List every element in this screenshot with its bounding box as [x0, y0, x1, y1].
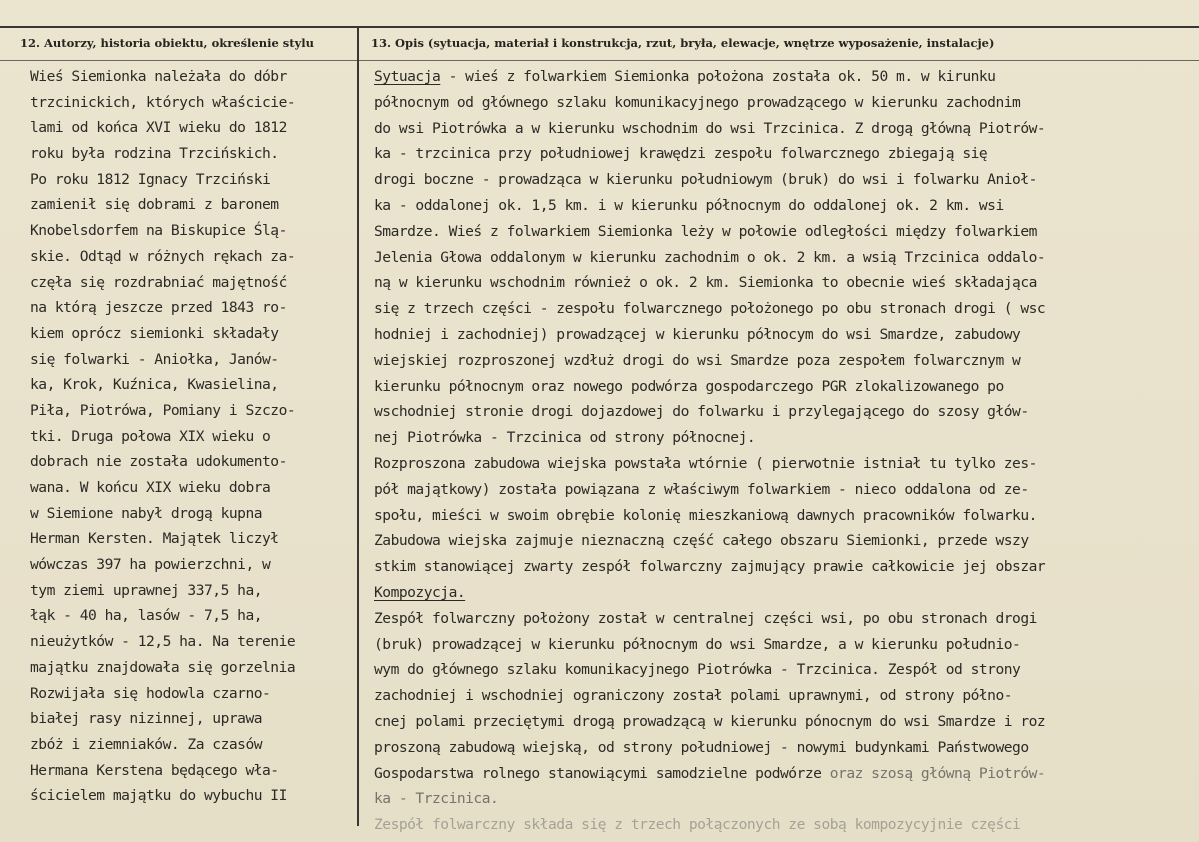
sytuacja-text: - wieś z folwarkiem Siemionka położona została ok. 50 m. w kirunku	[440, 68, 996, 85]
text-line: (bruk) prowadzącej w kierunku północnym do wsi Smardze, a w kierunku południo-	[374, 635, 1021, 653]
sytuacja-line	[374, 64, 1192, 90]
text-line: zamienił się dobrami z baronem	[30, 196, 279, 214]
text-line: w Siemione nabył drogą kupna	[30, 504, 263, 522]
text-line: pół majątkowy) została powiązana z właściwym folwarkiem - nieco oddalona od ze-	[374, 480, 1029, 498]
text-line: na którą jeszcze przed 1843 ro-	[30, 299, 287, 317]
text-line: roku była rodzina Trzcińskich.	[30, 145, 279, 163]
text-line: hodniej i zachodniej) prowadzącej w kierunku północym do wsi Smardze, zabudowy	[374, 325, 1021, 343]
text-line: nej Piotrówka - Trzcinica od strony północnej.	[374, 429, 756, 447]
text-line: Rozwijała się hodowla czarno-	[30, 684, 271, 702]
text-line: wym do głównego szlaku komunikacyjnego Piotrówka - Trzcinica. Zespół od strony	[374, 661, 1021, 679]
text-line: wówczas 397 ha powierzchni, w	[30, 556, 271, 574]
text-line: lami od końca XVI wieku do 1812	[30, 119, 287, 137]
text-line: zbóż i ziemniaków. Za czasów	[30, 735, 263, 753]
text-line: trzcinickich, których właściciе-	[30, 93, 296, 111]
text-line: Knobelsdorfem na Biskupice Ślą-	[30, 222, 287, 240]
text-line: społu, mieści w swoim obrębie kolonię mieszkaniową dawnych pracowników folwarku.	[374, 506, 1037, 524]
text-line: tki. Druga połowa XIX wieku o	[30, 427, 271, 445]
text-line: majątku znajdowała się gorzelnia	[30, 658, 296, 676]
text-line: się folwarki - Aniołka, Janów-	[30, 350, 279, 368]
text-line: Zespół folwarczny położony został w centralnej części wsi, po obu stronach drogi	[374, 609, 1037, 627]
text-line: Smardze. Wieś z folwarkiem Siemionka leży w połowie odległości między folwarkiem	[374, 222, 1037, 240]
text-line: częła się rozdrabniać majętność	[30, 273, 287, 291]
text-line: zachodniej i wschodniej ograniczony został polami uprawnymi, od strony półno-	[374, 687, 1013, 705]
text-line: się z trzech części - zespołu folwarcznego położonego po obu stronach drogi ( wsc	[374, 300, 1046, 318]
header-rule	[0, 60, 1199, 61]
text-line: Piła, Piotrówa, Pomiany i Szczo-	[30, 401, 296, 419]
text-line: łąk - 40 ha, lasów - 7,5 ha,	[30, 607, 263, 625]
text-line	[374, 761, 1192, 787]
text-line: wschodniej stronie drogi dojazdowej do folwarku i przylegającego do szosy głów-	[374, 403, 1029, 421]
section-12-header: 12. Autorzy, historia obiektu, określenie stylu	[20, 36, 314, 50]
text-line: Hermana Kerstena będącego wła-	[30, 761, 279, 779]
top-rule	[0, 26, 1199, 28]
text-line: drogi boczne - prowadząca w kierunku południowym (bruk) do wsi i folwarku Anioł-	[374, 171, 1037, 189]
text-line: tym ziemi uprawnej 337,5 ha,	[30, 581, 263, 599]
text-line: proszoną zabudową wiejską, od strony południowej - nowymi budynkami Państwowego	[374, 738, 1029, 756]
text-line: Zabudowa wiejska zajmuje nieznaczną część całego obszaru Siemionki, przede wszy	[374, 532, 1029, 550]
text-line: stkim stanowiącej zwarty zespół folwarczny zajmujący prawie całkowicie jej obszar	[374, 558, 1046, 576]
text-line: Wieś Siemionka należała do dóbr	[30, 68, 287, 85]
text-line-faded: oraz szosą główną Piotrów-	[821, 764, 1046, 782]
text-line: ka, Krok, Kuźnica, Kwasielina,	[30, 376, 279, 394]
text-line: do wsi Piotrówka a w kierunku wschodnim do wsi Trzcinica. Z drogą główną Piotrów-	[374, 119, 1046, 137]
text-line: północnym od głównego szlaku komunikacyjnego prowadzącego w kierunku zachodnim	[374, 93, 1021, 111]
text-line-faded: Zespół folwarczny składa się z trzech połączonych ze sobą kompozycyjnie części	[374, 816, 1021, 834]
text-line: białej rasy nizinnej, uprawa	[30, 710, 263, 728]
text-line: nieużytków - 12,5 ha. Na terenie	[30, 633, 296, 651]
text-line: ścicielem majątku do wybuchu II	[30, 787, 287, 805]
text-line: skie. Odtąd w różnych rękach za-	[30, 247, 296, 265]
text-line: Herman Kersten. Majątek liczył	[30, 530, 279, 548]
section-13-header: 13. Opis (sytuacja, materiał i konstrukcja, rzut, bryła, elewacje, wnętrze wyposażenie, instalacje)	[371, 36, 995, 50]
text-line: kierunku północnym oraz nowego podwórza gospodarczego PGR zlokalizowanego po	[374, 377, 1004, 395]
text-line: ka - trzcinica przy południowej krawędzi zespołu folwarcznego zbiegają się	[374, 145, 988, 163]
text-line: wiejskiej rozproszonej wzdłuż drogi do wsi Smardze poza zespołem folwarcznym w	[374, 351, 1021, 369]
text-line-faded: ka - Trzcinica.	[374, 790, 499, 808]
sytuacja-paragraph	[374, 90, 1192, 580]
description-column	[374, 64, 1192, 838]
text-line-part: Gospodarstwa rolnego stanowiącymi samodzielne podwórze	[374, 764, 822, 782]
text-line: wana. W końcu XIX wieku dobra	[30, 479, 271, 496]
history-column	[30, 64, 352, 809]
kompozycja-heading: Kompozycja.	[374, 583, 466, 601]
sytuacja-heading: Sytuacja	[374, 68, 441, 85]
kompozycja-paragraph	[374, 606, 1192, 761]
text-line: cnej polami przeciętymi drogą prowadzącą w kierunku pónocnym do wsi Smardze i roz	[374, 712, 1046, 730]
text-line: Po roku 1812 Ignacy Trzciński	[30, 170, 271, 188]
text-line: Rozproszona zabudowa wiejska powstała wtórnie ( pierwotnie istniał tu tylko zes-	[374, 454, 1037, 472]
kompozycja-line	[374, 580, 1192, 606]
text-line: dobrach nie została udokumento-	[30, 453, 287, 471]
text-line: Jelenia Głowa oddalonym w kierunku zachodnim o ok. 2 km. a wsią Trzcinica oddalo-	[374, 248, 1046, 266]
text-line: ka - oddalonej ok. 1,5 km. i w kierunku północnym do oddalonej ok. 2 km. wsi	[374, 196, 1004, 214]
text-line: kiem oprócz siemionki składały	[30, 324, 279, 342]
text-line: ną w kierunku wschodnim również o ok. 2 km. Siemionka to obecnie wieś składająca	[374, 274, 1037, 292]
column-divider	[357, 26, 359, 826]
